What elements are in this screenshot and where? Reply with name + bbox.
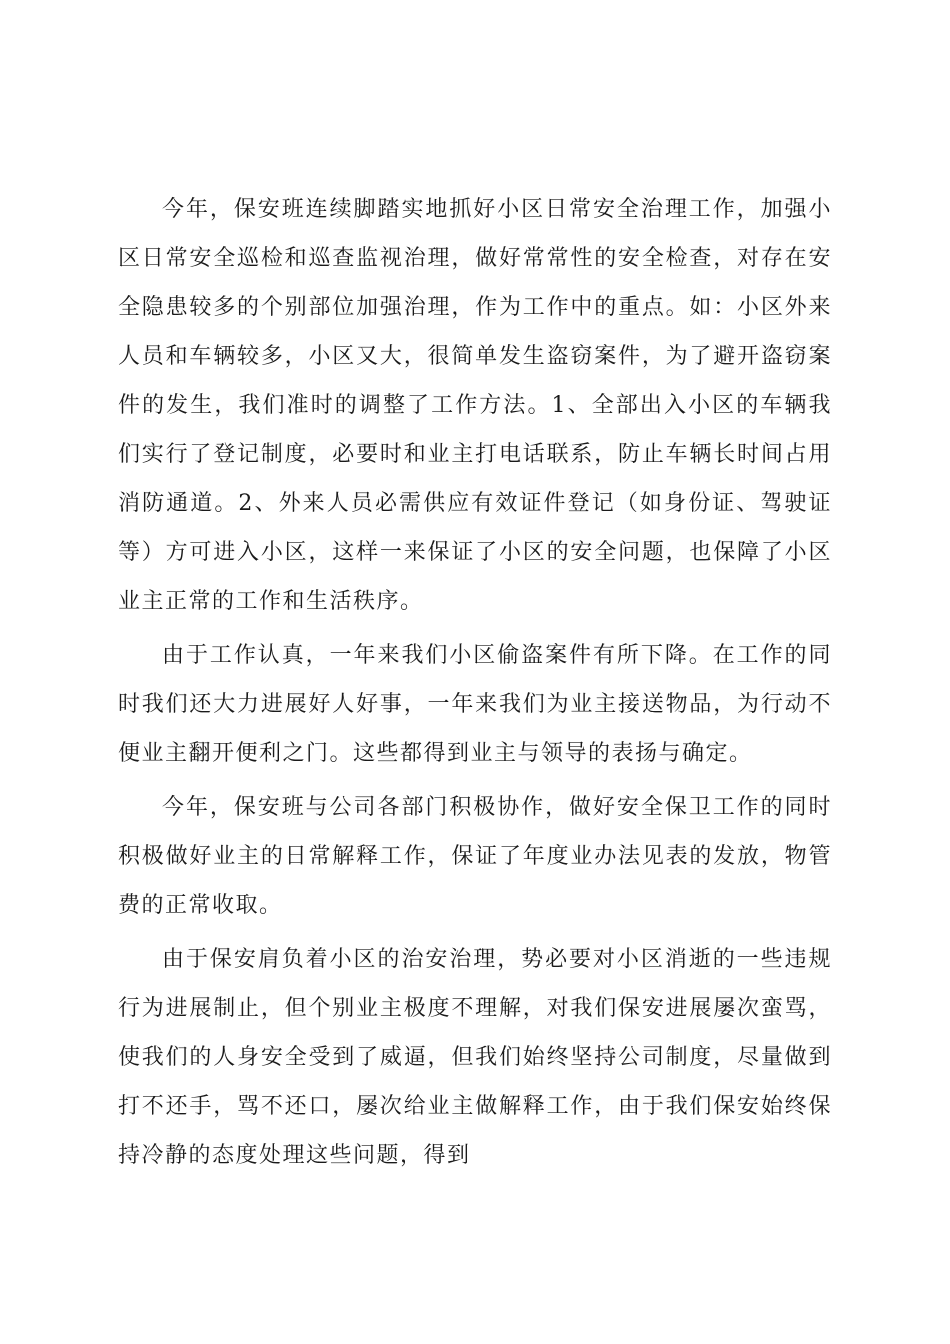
paragraph-department-cooperation: 今年，保安班与公司各部门积极协作，做好安全保卫工作的同时积极做好业主的日常解释工作，保证了年度业办法见表的发放，物管费的正常收取。: [118, 795, 832, 918]
paragraph-security-management: 今年，保安班连续脚踏实地抓好小区日常安全治理工作，加强小区日常安全巡检和巡查监视治理，做好常常性的安全检查，对存在安全隐患较多的个别部位加强治理，作为工作中的重点。如：小区外来人员和车辆较多，小区又大，很简单发生盗窃案件，为了避开盗窃案件的发生，我们准时的调整了工作方法。1、全部出入小区的车辆我们实行了登记制度，必要时和业主打电话联系，防止车辆长时间占用消防通道。2、外来人员必需供应有效证件登记（如身份证、驾驶证等）方可进入小区，这样一来保证了小区的安全问题，也保障了小区业主正常的工作和生活秩序。: [118, 197, 832, 614]
document-body: [118, 185, 832, 1180]
paragraph-owner-conflicts: 由于保安肩负着小区的治安治理，势必要对小区消逝的一些违规行为进展制止，但个别业主极度不理解，对我们保安进展屡次蛮骂，使我们的人身安全受到了威逼，但我们始终坚持公司制度，尽量做到打不还手，骂不还口，屡次给业主做解释工作，由于我们保安始终保持冷静的态度处理这些问题，得到: [118, 947, 832, 1168]
paragraph-good-deeds: 由于工作认真，一年来我们小区偷盗案件有所下降。在工作的同时我们还大力进展好人好事，一年来我们为业主接送物品，为行动不便业主翻开便利之门。这些都得到业主与领导的表扬与确定。: [118, 643, 832, 766]
